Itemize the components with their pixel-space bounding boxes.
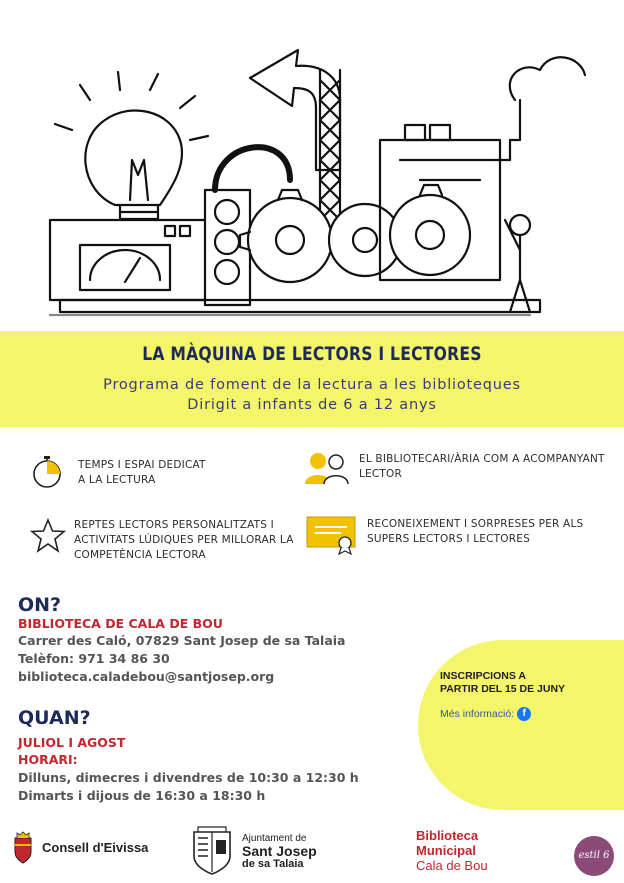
schedule-label: HORARI: (18, 752, 78, 767)
ajuntament-line-2: Sant Josep (242, 842, 317, 859)
phone: Telèfon: 971 34 86 30 (18, 651, 170, 666)
feature-recognition (303, 515, 583, 555)
certificate-icon (303, 515, 359, 555)
feature-challenges-text: REPTES LECTORS PERSONALITZATS I ACTIVITATS LÚDIQUES PER MILLORAR LA COMPETÈNCIA LECTORA (74, 519, 294, 561)
ajuntament-line-3: de sa Talaia (242, 857, 304, 870)
when-heading: QUAN? (18, 707, 91, 729)
feature-time-text: TEMPS I ESPAI DEDICAT A LA LECTURA (78, 459, 206, 486)
ajuntament-logo (190, 826, 317, 876)
ajuntament-crest-icon (190, 826, 234, 876)
page-title: LA MÀQUINA DE LECTORS I LECTORES (142, 343, 482, 365)
feature-librarian-text: EL BIBLIOTECARI/ÀRIA COM A ACOMPANYANT LECTOR (359, 453, 605, 480)
stopwatch-icon (30, 454, 66, 490)
email-link[interactable]: biblioteca.caladebou@santjosep.org (18, 669, 275, 684)
reading-machine-illustration (20, 30, 604, 330)
ajuntament-line-1: Ajuntament de (242, 832, 307, 844)
feature-librarian (303, 450, 605, 486)
consell-name: Consell d'Eivissa (42, 839, 149, 855)
biblioteca-logo (416, 828, 488, 873)
where-heading: ON? (18, 594, 62, 616)
feature-challenges (30, 518, 294, 563)
title-banner (0, 331, 624, 427)
subtitle-audience: Dirigit a infants de 6 a 12 anys (187, 397, 437, 413)
people-icon (303, 450, 351, 486)
person-icon (505, 215, 530, 312)
consell-crest-icon (12, 830, 34, 864)
facebook-icon[interactable]: f (517, 707, 531, 721)
consell-logo (12, 830, 148, 864)
subtitle-program: Programa de foment de la lectura a les biblioteques (103, 377, 521, 393)
address: Carrer des Caló, 07829 Sant Josep de sa Talaia (18, 633, 346, 648)
schedule-line-2: Dimarts i dijous de 16:30 a 18:30 h (18, 788, 266, 803)
schedule-line-1: Dilluns, dimecres i divendres de 10:30 a 12:30 h (18, 770, 359, 785)
gear-icon (240, 185, 470, 282)
estil6-logo: estil 6 (574, 836, 614, 876)
star-icon (30, 518, 66, 554)
more-info-link[interactable] (440, 707, 531, 721)
library-name: BIBLIOTECA DE CALA DE BOU (18, 616, 223, 631)
biblioteca-line-3: Cala de Bou (416, 858, 488, 873)
more-info-label: Més informació: (440, 708, 515, 720)
feature-time (30, 454, 206, 490)
months: JULIOL I AGOST (18, 735, 126, 750)
feature-recognition-text: RECONEIXEMENT I SORPRESES PER ALS SUPERS LECTORS I LECTORES (367, 518, 584, 545)
inscription-callout (418, 640, 624, 810)
inscription-text: INSCRIPCIONS A PARTIR DEL 15 DE JUNY (440, 670, 566, 695)
biblioteca-line-1: Biblioteca (416, 828, 479, 843)
lightbulb-icon (55, 72, 208, 225)
biblioteca-line-2: Municipal (416, 843, 476, 858)
